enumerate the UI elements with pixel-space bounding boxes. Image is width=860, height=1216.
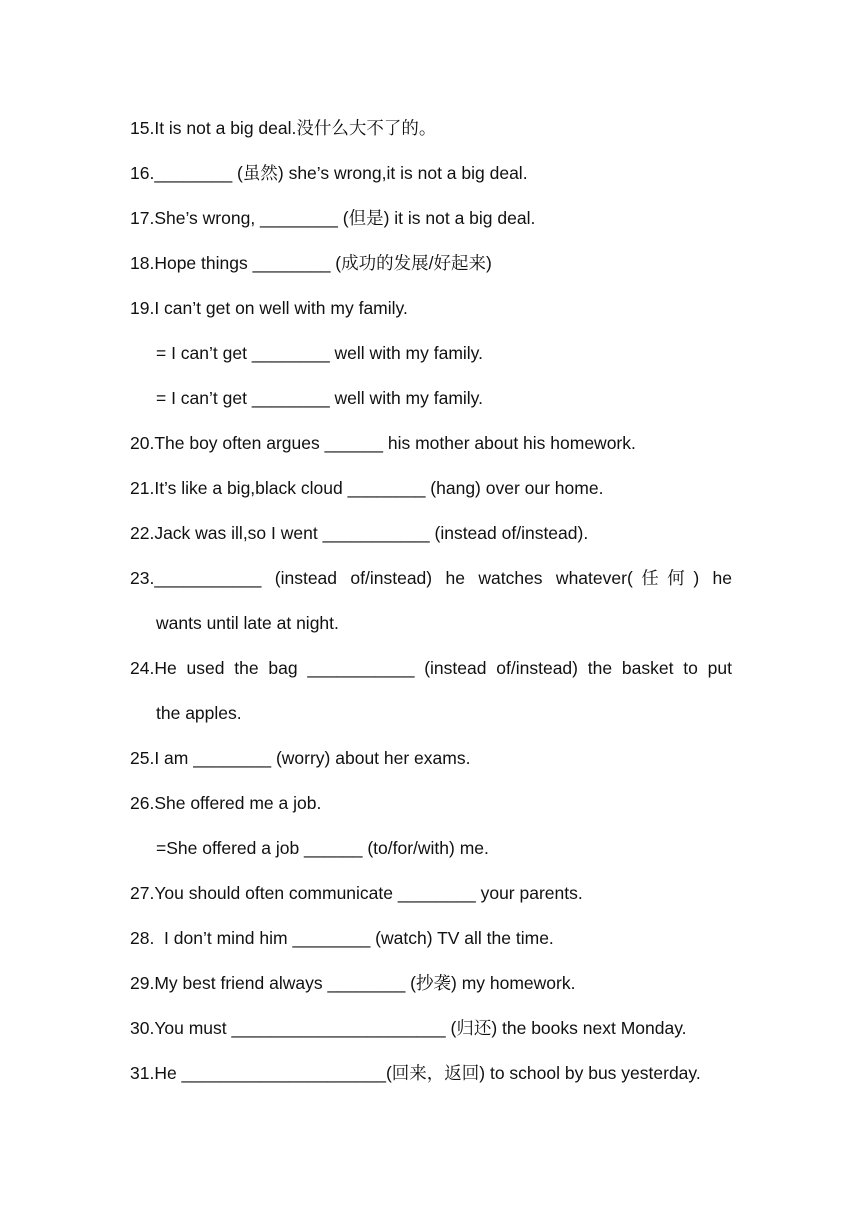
item-26: 26.She offered me a job. <box>130 793 322 813</box>
item-20: 20.The boy often argues ______ his mother about his homework. <box>130 433 636 453</box>
item-21: 21.It’s like a big,black cloud ________ (hang) over our home. <box>130 478 604 498</box>
item-19: 19.I can’t get on well with my family. <box>130 298 408 318</box>
item-23-continued: wants until late at night. <box>156 613 339 633</box>
item-17: 17.She’s wrong, ________ (但是) it is not a big deal. <box>130 208 536 228</box>
item-16: 16.________ (虽然) she’s wrong,it is not a big deal. <box>130 163 528 183</box>
item-18: 18.Hope things ________ (成功的发展/好起来) <box>130 253 492 273</box>
item-22: 22.Jack was ill,so I went ___________ (instead of/instead). <box>130 523 589 543</box>
item-24-continued: the apples. <box>156 703 242 723</box>
item-19-rewrite-b: = I can’t get ________ well with my family. <box>156 388 483 408</box>
item-28: 28. I don’t mind him ________ (watch) TV all the time. <box>130 928 554 948</box>
item-26-rewrite: =She offered a job ______ (to/for/with) me. <box>156 838 489 858</box>
item-29: 29.My best friend always ________ (抄袭) my homework. <box>130 973 576 993</box>
item-25: 25.I am ________ (worry) about her exams. <box>130 748 471 768</box>
item-30: 30.You must ______________________ (归还) the books next Monday. <box>130 1018 687 1038</box>
item-31: 31.He _____________________(回来，返回) to school by bus yesterday. <box>130 1063 701 1083</box>
item-27: 27.You should often communicate ________ your parents. <box>130 883 583 903</box>
item-24: 24.He used the bag ___________ (instead of/instead) the basket to put <box>130 658 732 678</box>
item-19-rewrite-a: = I can’t get ________ well with my family. <box>156 343 483 363</box>
item-23: 23.___________ (instead of/instead) he watches whatever(任何) he <box>130 568 732 588</box>
item-15: 15.It is not a big deal.没什么大不了的。 <box>130 118 437 138</box>
